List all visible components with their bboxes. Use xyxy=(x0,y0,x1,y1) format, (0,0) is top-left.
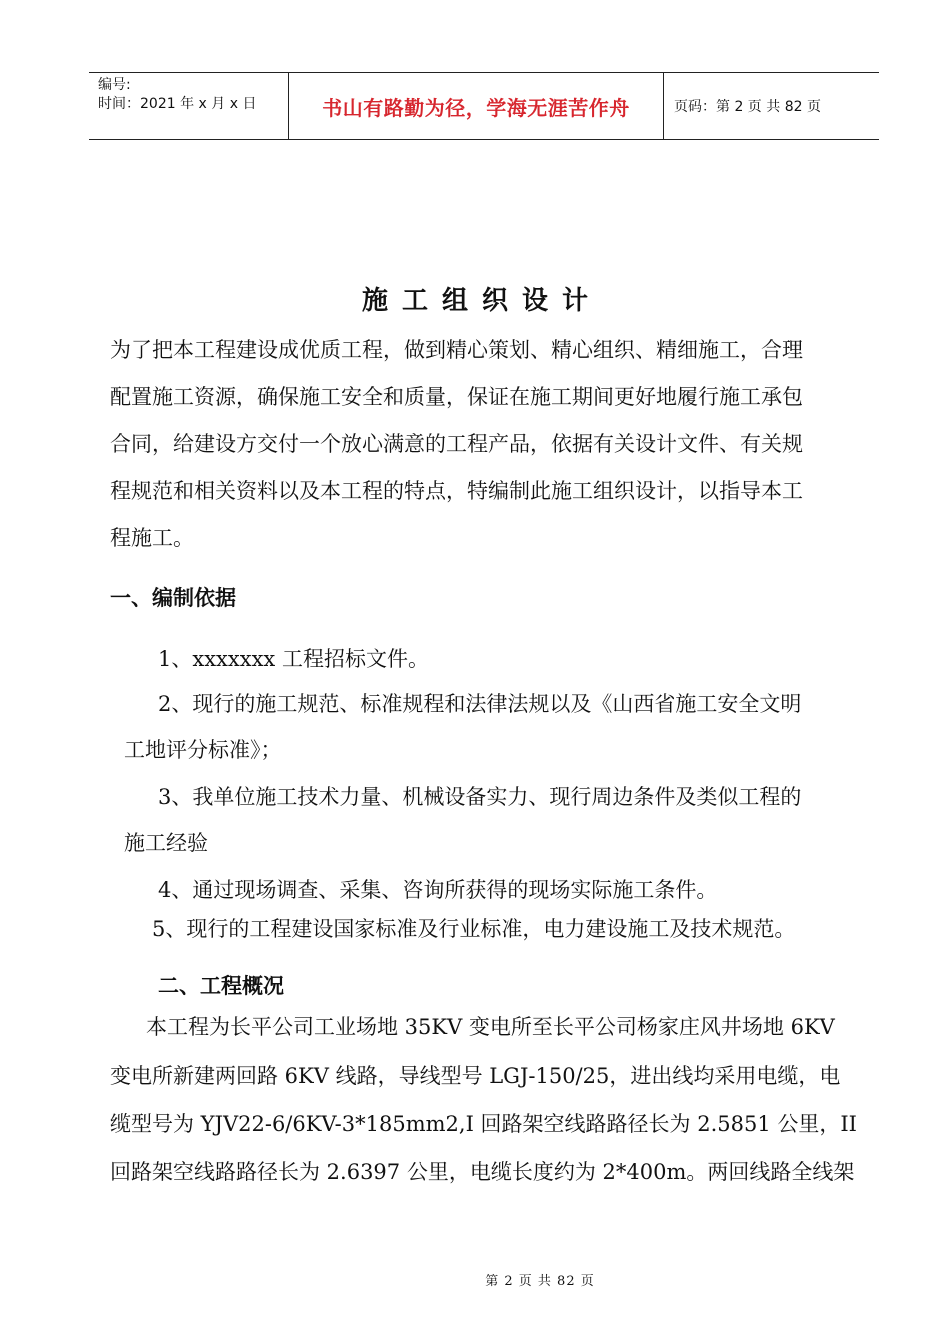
header-page-cell xyxy=(664,73,879,139)
page-footer: 第 2 页 共 82 页 xyxy=(485,1274,595,1289)
intro-line: 合同，给建设方交付一个放心满意的工程产品，依据有关设计文件、有关规 xyxy=(110,432,803,456)
header-page-info: 页码：第 2 页 共 82 页 xyxy=(674,99,821,115)
intro-line: 程规范和相关资料以及本工程的特点，特编制此施工组织设计，以指导本工 xyxy=(110,479,803,503)
basis-item: 5、现行的工程建设国家标准及行业标准，电力建设施工及技术规范。 xyxy=(152,917,796,941)
basis-item: 3、我单位施工技术力量、机械设备实力、现行周边条件及类似工程的 xyxy=(158,785,802,809)
basis-item: 工地评分标准》； xyxy=(124,738,282,762)
intro-line: 配置施工资源，确保施工安全和质量，保证在施工期间更好地履行施工承包 xyxy=(110,385,803,409)
overview-line: 本工程为长平公司工业场地 35KV 变电所至长平公司杨家庄风井场地 6KV xyxy=(146,1015,835,1039)
header-meta xyxy=(89,73,289,139)
overview-line: 缆型号为 YJV22-6/6KV-3*185mm2,I 回路架空线路路径长为 2.5851 公里，II xyxy=(110,1112,857,1136)
basis-item: 4、通过现场调查、采集、咨询所获得的现场实际施工条件。 xyxy=(158,878,718,902)
overview-line: 回路架空线路路径长为 2.6397 公里，电缆长度约为 2*400m。两回线路全线架 xyxy=(110,1160,855,1184)
header-motto-cell xyxy=(289,73,664,139)
intro-line: 为了把本工程建设成优质工程，做到精心策划、精心组织、精细施工，合理 xyxy=(110,338,803,362)
basis-item: 2、现行的施工规范、标准规程和法律法规以及《山西省施工安全文明 xyxy=(158,692,802,716)
document-title: 施工组织设计 xyxy=(361,286,602,316)
header-motto: 书山有路勤为径，学海无涯苦作舟 xyxy=(322,95,630,120)
document-date: 时间：2021 年 x 月 x 日 xyxy=(98,96,257,112)
section-heading-overview: 二、工程概况 xyxy=(158,974,284,998)
section-heading-basis: 一、编制依据 xyxy=(110,586,236,610)
overview-line: 变电所新建两回路 6KV 线路，导线型号 LGJ-150/25，进出线均采用电缆，电 xyxy=(110,1064,841,1088)
intro-line: 程施工。 xyxy=(110,526,194,550)
page-header xyxy=(89,72,879,140)
basis-item: 施工经验 xyxy=(124,831,208,855)
document-number-label: 编号: xyxy=(98,77,131,93)
basis-item: 1、xxxxxxx 工程招标文件。 xyxy=(158,647,429,671)
